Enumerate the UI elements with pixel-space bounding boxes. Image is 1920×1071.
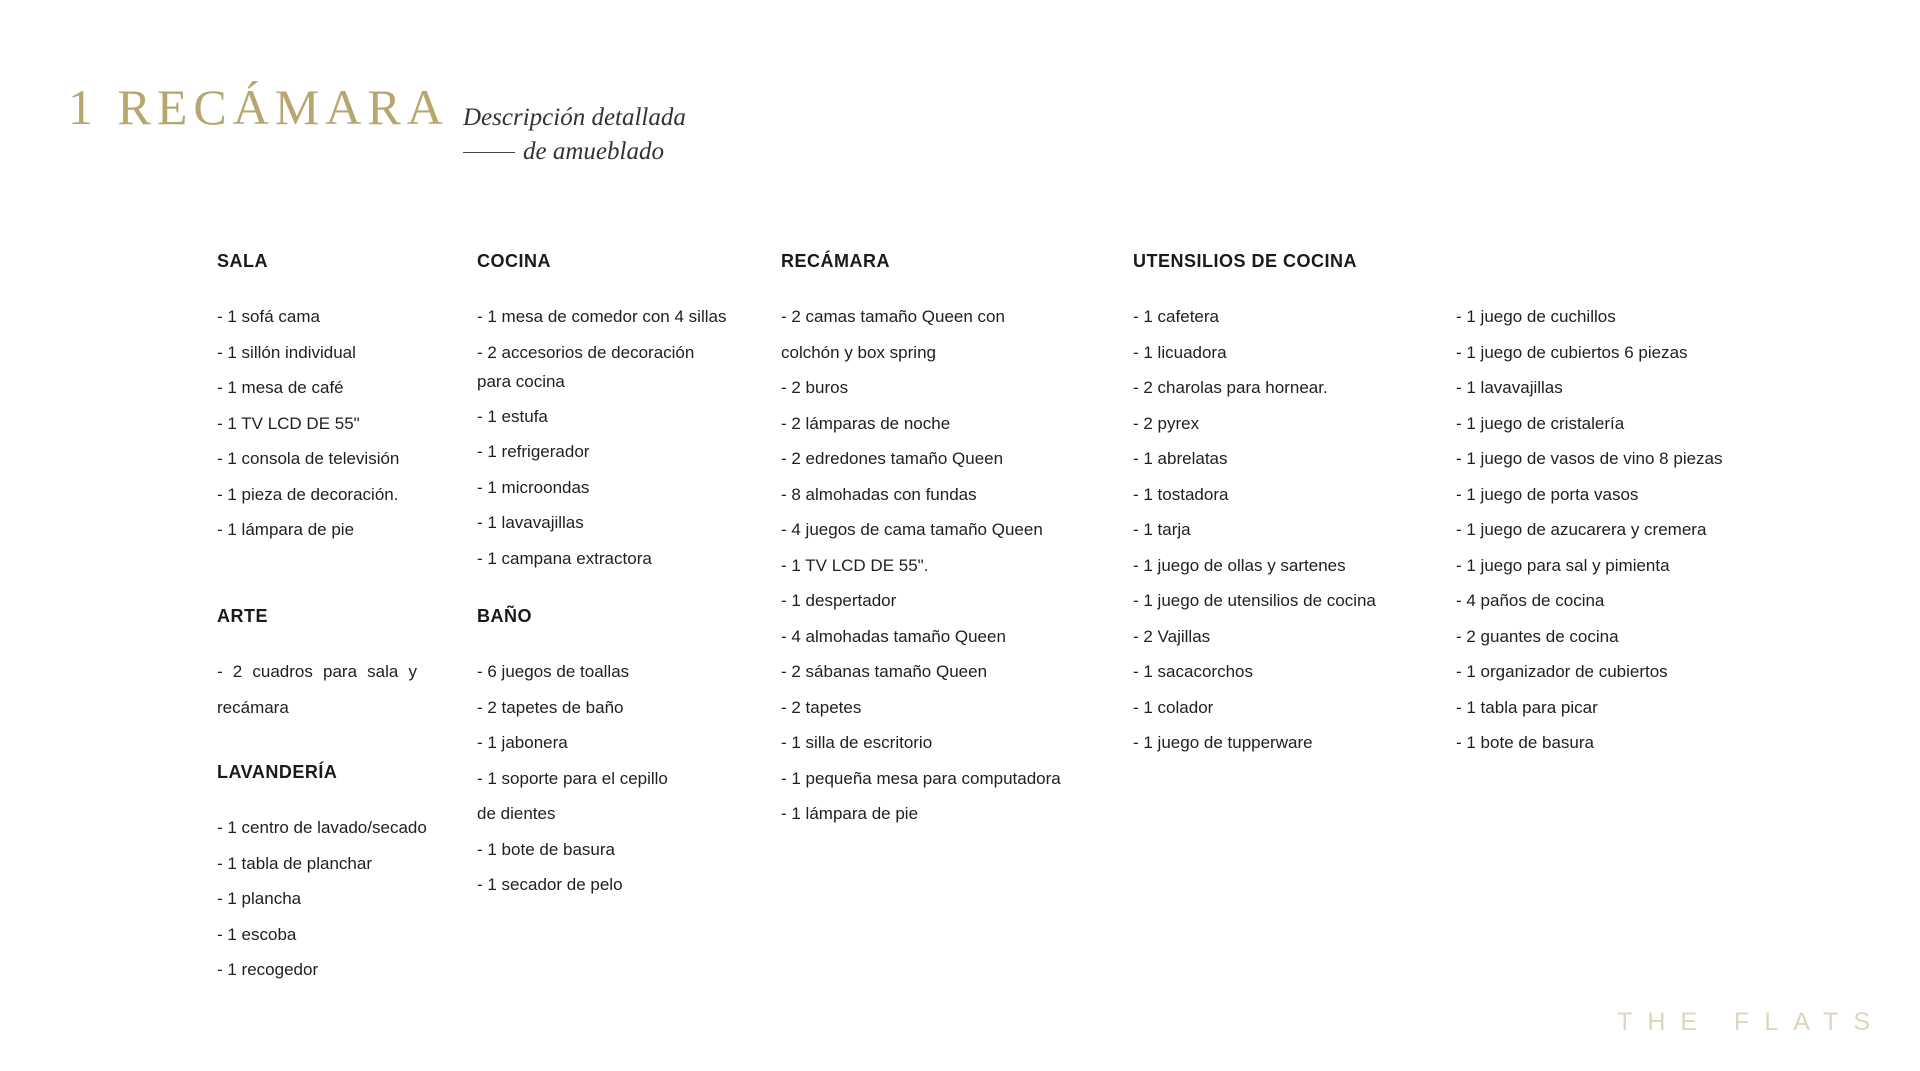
- item-list-cocina: [477, 299, 747, 576]
- list-item: - 1 cafetera: [1133, 307, 1219, 326]
- list-item: - 1 juego de ollas y sartenes: [1133, 555, 1346, 575]
- section-cocina: [477, 250, 747, 576]
- page-subtitle: [463, 101, 686, 169]
- list-item: - 1 juego de cristalería: [1456, 413, 1625, 433]
- list-item: - 1 plancha: [217, 889, 302, 908]
- section-heading-utensilios: UTENSILIOS DE COCINA: [1133, 251, 1358, 271]
- list-item: - 1 licuadora: [1133, 342, 1227, 362]
- list-item: - 1 mesa de comedor con 4 sillas: [477, 307, 727, 326]
- list-item: - 1 lavavajillas: [1456, 378, 1563, 397]
- list-item: - 1 TV LCD DE 55".: [781, 555, 929, 575]
- list-item: - 1 jabonera: [477, 733, 568, 752]
- section-recamara: [781, 250, 1081, 832]
- brand-logo: THE FLATS: [1617, 1008, 1885, 1036]
- section-heading-lavanderia: LAVANDERÍA: [217, 762, 338, 782]
- item-list-arte: [217, 654, 417, 725]
- list-item: - 1 silla de escritorio: [781, 733, 933, 752]
- list-item: - 1 recogedor: [217, 960, 319, 979]
- list-item: - 8 almohadas con fundas: [781, 484, 977, 504]
- subtitle-line-1: Descripción detallada: [463, 104, 686, 131]
- list-item: - 1 juego de porta vasos: [1456, 484, 1639, 504]
- section-heading-arte: ARTE: [217, 606, 268, 626]
- list-item: - 2 guantes de cocina: [1456, 626, 1619, 646]
- list-item: - 1 soporte para el cepillo de dientes: [477, 768, 668, 823]
- list-item: - 1 consola de televisión: [217, 449, 400, 468]
- list-item: - 1 juego de azucarera y cremera: [1456, 520, 1707, 539]
- list-item: - 1 juego de utensilios de cocina: [1133, 591, 1376, 610]
- list-item: - 2 accesorios de decoración para cocina: [477, 342, 695, 391]
- list-item: - 2 tapetes de baño: [477, 697, 624, 717]
- list-item: - 1 secador de pelo: [477, 875, 623, 894]
- list-item: - 1 juego de tupperware: [1133, 733, 1313, 752]
- list-item: - 2 camas tamaño Queen con colchón y box spring: [781, 307, 1005, 362]
- column-cocina: [477, 250, 747, 576]
- list-item: - 1 abrelatas: [1133, 449, 1228, 468]
- list-item: - 2 Vajillas: [1133, 626, 1211, 646]
- list-item: - 1 mesa de café: [217, 378, 344, 397]
- list-item: - 1 pequeña mesa para computadora: [781, 768, 1061, 788]
- list-item: - 1 sillón individual: [217, 342, 356, 362]
- list-item: - 1 lámpara de pie: [781, 804, 919, 823]
- list-item: - 1 despertador: [781, 591, 897, 610]
- list-item: - 1 tabla de planchar: [217, 853, 372, 873]
- column-lavanderia: [217, 761, 447, 988]
- list-item: - 2 tapetes: [781, 697, 862, 717]
- page-title: 1 RECÁMARA: [68, 79, 449, 135]
- list-item: - 6 juegos de toallas: [477, 662, 630, 681]
- list-item: - 4 juegos de cama tamaño Queen: [781, 520, 1043, 539]
- list-item: - 1 colador: [1133, 697, 1214, 717]
- section-sala: [217, 250, 447, 548]
- item-list-sala: [217, 299, 447, 548]
- list-item: - 1 tarja: [1133, 520, 1191, 539]
- list-item: - 1 lavavajillas: [477, 513, 584, 532]
- item-list-utensilios-continued: [1456, 299, 1776, 761]
- list-item: - 1 TV LCD DE 55": [217, 413, 360, 433]
- list-item: - 1 juego de cuchillos: [1456, 307, 1616, 326]
- list-item: - 1 bote de basura: [1456, 733, 1594, 752]
- section-heading-bano: BAÑO: [477, 606, 532, 626]
- list-item: - 1 juego de cubiertos 6 piezas: [1456, 342, 1688, 362]
- list-item: - 1 tostadora: [1133, 484, 1229, 504]
- list-item: - 2 lámparas de noche: [781, 413, 951, 433]
- list-item: - 1 tabla para picar: [1456, 697, 1598, 717]
- list-item: - 1 campana extractora: [477, 548, 652, 568]
- list-item: - 1 estufa: [477, 406, 548, 426]
- list-item: - 1 sofá cama: [217, 307, 320, 326]
- section-heading-recamara: RECÁMARA: [781, 251, 890, 271]
- list-item: - 1 centro de lavado/secado: [217, 818, 427, 837]
- list-item: - 2 pyrex: [1133, 413, 1200, 433]
- list-item: - 1 lámpara de pie: [217, 520, 355, 539]
- list-item: - 1 juego para sal y pimienta: [1456, 555, 1670, 575]
- list-item: - 2 buros: [781, 378, 849, 397]
- item-list-lavanderia: [217, 810, 447, 988]
- column-sala: [217, 250, 447, 548]
- section-utensilios-continued: [1456, 250, 1776, 761]
- list-item: - 2 sábanas tamaño Queen: [781, 662, 988, 681]
- column-recamara: [781, 250, 1081, 832]
- list-item: - 1 escoba: [217, 924, 297, 944]
- section-heading-cocina: COCINA: [477, 251, 551, 271]
- section-heading-spacer: [1456, 250, 1776, 272]
- list-item: - 1 pieza de decoración.: [217, 484, 399, 504]
- section-arte: [217, 605, 417, 725]
- column-arte: [217, 605, 417, 725]
- subtitle-line-2: de amueblado: [523, 138, 664, 165]
- section-bano: [477, 605, 697, 903]
- list-item: - 4 almohadas tamaño Queen: [781, 626, 1006, 646]
- list-item: - 2 edredones tamaño Queen: [781, 449, 1004, 468]
- item-list-utensilios: [1133, 299, 1433, 761]
- section-lavanderia: [217, 761, 447, 988]
- subtitle-line-2-row: [463, 135, 686, 169]
- list-item: - 1 juego de vasos de vino 8 piezas: [1456, 449, 1723, 468]
- column-bano: [477, 605, 697, 903]
- column-utensilios-continued: [1456, 250, 1776, 761]
- list-item: - 1 bote de basura: [477, 839, 615, 859]
- subtitle-dash-rule: [463, 152, 515, 153]
- list-item: - 1 microondas: [477, 477, 590, 497]
- section-heading-sala: SALA: [217, 251, 268, 271]
- list-item: - 2 cuadros para sala y recámara: [217, 662, 417, 717]
- list-item: - 1 refrigerador: [477, 442, 590, 461]
- list-item: - 1 sacacorchos: [1133, 662, 1253, 681]
- list-item: - 1 organizador de cubiertos: [1456, 662, 1668, 681]
- column-utensilios: [1133, 250, 1433, 761]
- list-item: - 2 charolas para hornear.: [1133, 378, 1328, 397]
- list-item: - 4 paños de cocina: [1456, 591, 1605, 610]
- item-list-bano: [477, 654, 697, 903]
- section-utensilios: [1133, 250, 1433, 761]
- item-list-recamara: [781, 299, 1081, 832]
